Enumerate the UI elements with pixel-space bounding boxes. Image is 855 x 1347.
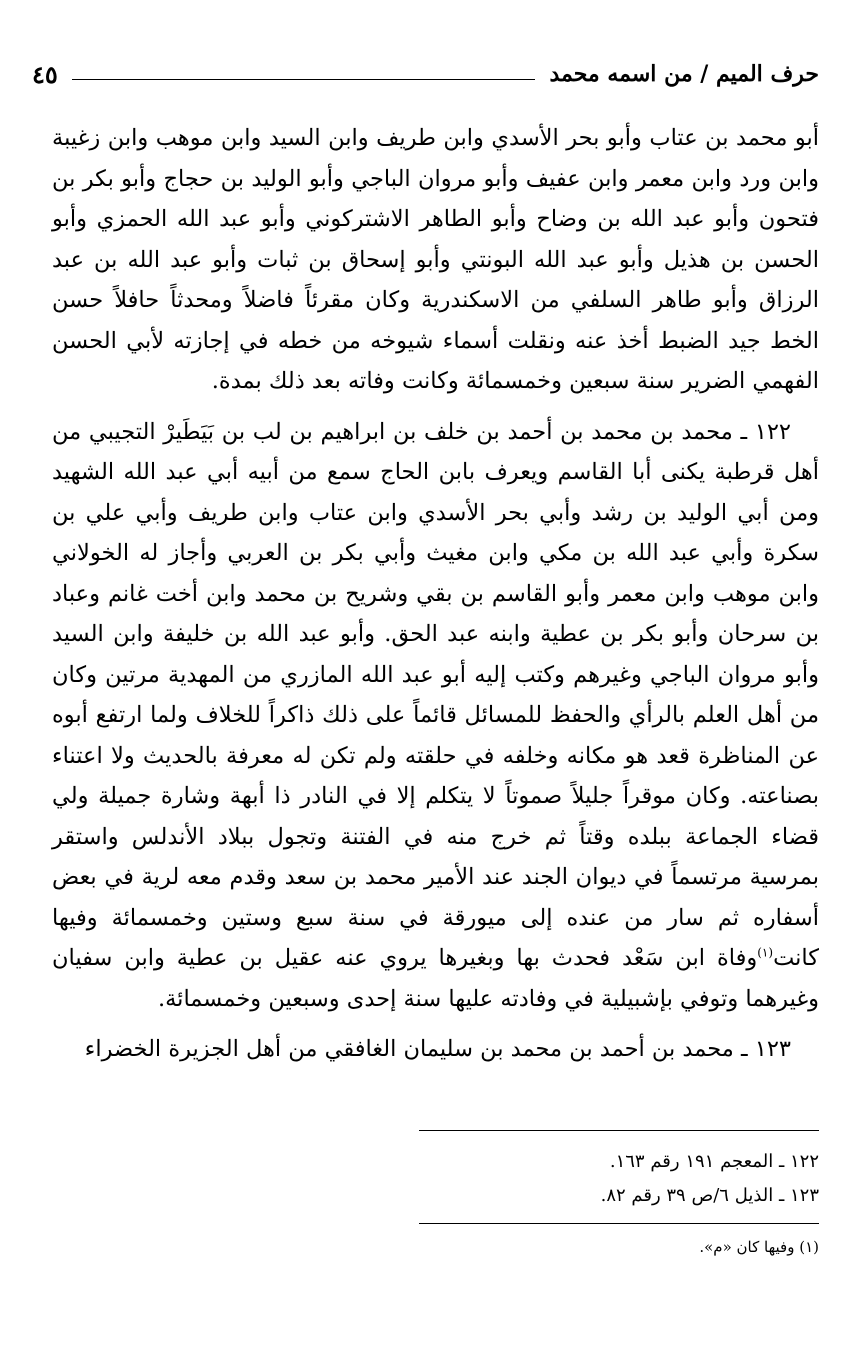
running-title: حرف الميم / من اسمه محمد	[549, 61, 819, 87]
entry-number: ١٢٣ ـ	[740, 1036, 791, 1062]
entry-123	[52, 1029, 819, 1070]
footnote-1: (١) وفيها كان «م».	[699, 1238, 819, 1256]
footnote-rule-short	[419, 1223, 819, 1224]
entry-122	[52, 412, 819, 1020]
source-reference-122: ١٢٢ ـ المعجم ١٩١ رقم ١٦٣.	[609, 1151, 819, 1172]
paragraph-continuation: أبو محمد بن عتاب وأبو بحر الأسدي وابن طريف وابن السيد وابن موهب وابن زغيبة وابن ورد وابن معمر وابن عفيف وأبو مروان الباجي وأبو الوليد بن حجاج وأبو بكر بن فتحون وأبو عبد الله بن وضاح وأبو الطاهر الاشتركوني وأبو عبد الله الحمزي وأبو الحسن بن هذيل وأبو عبد الله البونتي وأبو إسحاق بن ثبات وأبو عبد الله بن عبد الرزاق وأبو طاهر السلفي من الاسكندرية وكان مقرئاً فاضلاً ومحدثاً حافلاً حسن الخط جيد الضبط أخذ عنه ونقلت أسماء شيوخه من خطه في إجازته لأبي الحسن الفهمي الضرير سنة سبعين وخمسمائة وكانت وفاته بعد ذلك بمدة.	[52, 125, 819, 394]
footnote-marker: (١)	[757, 945, 774, 960]
entry-text: محمد بن أحمد بن محمد بن سليمان الغافقي من أهل الجزيرة الخضراء	[84, 1036, 734, 1062]
page-header	[32, 54, 819, 94]
entry-number: ١٢٢ ـ	[740, 418, 791, 445]
page-number: ٤٥	[32, 59, 58, 89]
header-rule	[72, 79, 536, 80]
footnote-rule	[419, 1130, 819, 1131]
footnotes	[52, 1130, 819, 1260]
entry-text: محمد بن محمد بن أحمد بن خلف بن ابراهيم بن لب بن بَيَطَيرْ التجيبي من أهل قرطبة يكنى أبا القاسم ويعرف بابن الحاج سمع من أبيه أبي عبد الله الشهيد ومن أبي الوليد بن رشد وأبي بحر الأسدي وابن عتاب وابن طريف وأبي علي بن سكرة وأبي عبد الله بن مكي وابن مغيث وأبي بكر بن العربي وأجاز له الخولاني وابن موهب وابن معمر وأبو القاسم بن بقي وشريح بن محمد وابن أخت غانم وعباد بن سرحان وأبو بكر بن عطية وابنه عبد الحق. وأبو عبد الله بن خليفة وابن السيد وأبو مروان الباجي وغيرهم وكتب إليه أبو عبد الله المازري من المهدية مرتين وكان من أهل العلم بالرأي والحفظ للمسائل قائماً على ذلك ذاكراً للخلاف ولما ارتفع أبوه عن المناظرة قعد هو مكانه وخلفه في حلقته ولم تكن له معرفة بالحديث ولا اعتناء بصناعته. وكان موقراً جليلاً صموتاً لا يتكلم إلا في النادر ذا أبهة وشارة جميلة ولي قضاء الجماعة ببلده وقتاً ثم خرج منه في الفتنة وتجول ببلاد الأندلس واستقر بمرسية مرتسماً في ديوان الجند عند الأمير محمد بن سعد وقدم معه لرية في بعض أسفاره ثم سار من عنده إلى ميورقة في سنة سبع وستين وخمسمائة وفيها كانت	[52, 418, 819, 971]
entry-text-continued: وفاة ابن سَعْد فحدث بها وبغيرها يروي عنه عقيل بن عطية وابن سفيان وغيرهما وتوفي بإشبيلية في وفادته عليها سنة إحدى وسبعين وخمسمائة.	[52, 945, 819, 1012]
source-reference-123: ١٢٣ ـ الذيل ٦/ص ٣٩ رقم ٨٢.	[600, 1185, 819, 1206]
main-text	[52, 118, 819, 1070]
